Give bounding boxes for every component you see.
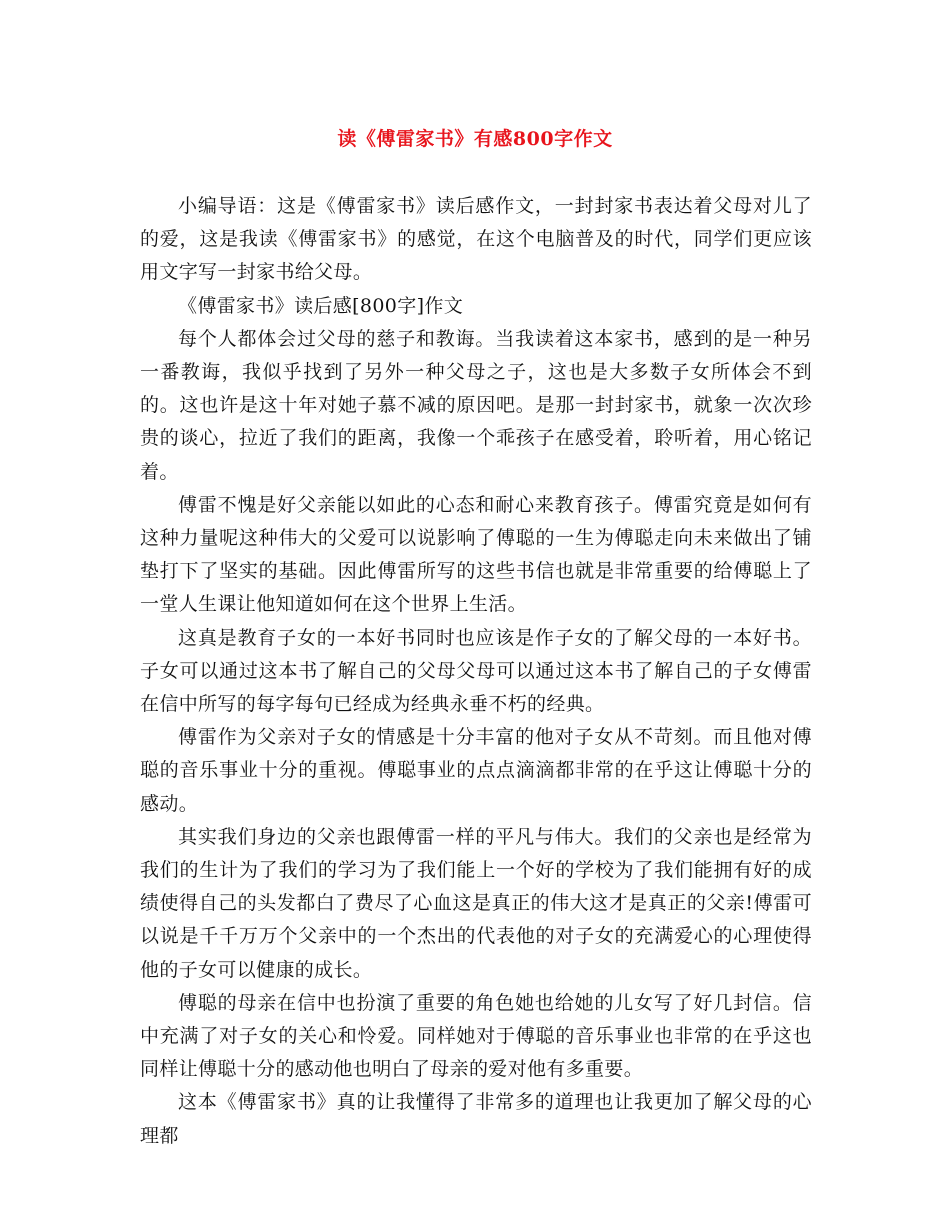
paragraph: 这真是教育子女的一本好书同时也应该是作子女的了解父母的一本好书。子女可以通过这本书了解自己的父母父母可以通过这本书了解自己的子女傅雷在信中所写的每字每句已经成为经典永垂不朽的经典。 [140, 626, 812, 716]
paragraph-intro: 小编导语：这是《傅雷家书》读后感作文，一封封家书表达着父母对儿了的爱，这是我读《傅雷家书》的感觉，在这个电脑普及的时代，同学们更应该用文字写一封家书给父母。 [140, 195, 812, 284]
paragraph: 傅雷作为父亲对子女的情感是十分丰富的他对子女从不苛刻。而且他对傅聪的音乐事业十分的重视。傅聪事业的点点滴滴都非常的在乎这让傅聪十分的感动。 [140, 726, 812, 815]
paragraph-subtitle: 《傅雷家书》读后感[800字]作文 [178, 294, 464, 317]
paragraph-last: 这本《傅雷家书》真的让我懂得了非常多的道理也让我更加了解父母的心理都 [140, 1091, 812, 1147]
paragraph: 傅雷不愧是好父亲能以如此的心态和耐心来教育孩子。傅雷究竟是如何有这种力量呢这种伟大的父爱可以说影响了傅聪的一生为傅聪走向未来做出了铺垫打下了坚实的基础。因此傅雷所写的这些书信也就是非常重要的给傅聪上了一堂人生课让他知道如何在这个世界上生活。 [140, 493, 812, 616]
paragraph: 傅聪的母亲在信中也扮演了重要的角色她也给她的儿女写了好几封信。信中充满了对子女的关心和怜爱。同样她对于傅聪的音乐事业也非常的在乎这也同样让傅聪十分的感动他也明白了母亲的爱对他有多重要。 [140, 991, 812, 1081]
paragraph: 每个人都体会过父母的慈子和教诲。当我读着这本家书，感到的是一种另一番教诲，我似乎找到了另外一种父母之子，这也是大多数子女所体会不到的。这也许是这十年对她子慕不减的原因吧。是那一封封家书，就象一次次珍贵的谈心，拉近了我们的距离，我像一个乖孩子在感受着，聆听着，用心铭记着。 [140, 327, 812, 483]
paragraph: 其实我们身边的父亲也跟傅雷一样的平凡与伟大。我们的父亲也是经常为我们的生计为了我们的学习为了我们能上一个好的学校为了我们能拥有好的成绩使得自己的头发都白了费尽了心血这是真正的伟大这才是真正的父亲!傅雷可以说是千千万万个父亲中的一个杰出的代表他的对子女的充满爱心的心理使得他的子女可以健康的成长。 [140, 825, 812, 981]
document-title: 读《傅雷家书》有感800字作文 [337, 128, 613, 150]
document-body [140, 190, 812, 1153]
